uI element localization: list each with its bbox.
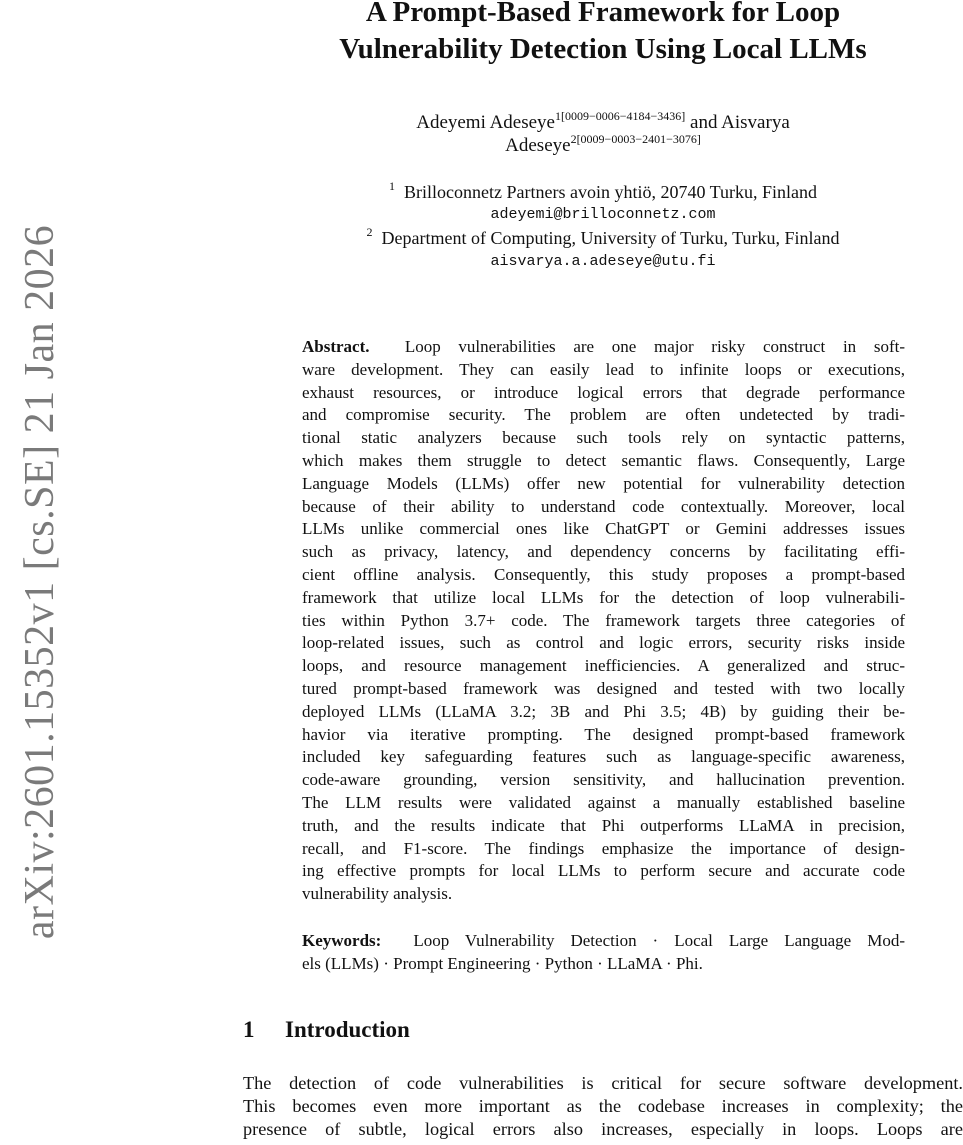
abstract-line: loops, and resource management inefficiencies. A generalized and struc-	[302, 656, 905, 676]
abstract-line: havior via iterative prompting. The designed prompt-based framework	[302, 724, 905, 744]
section-number: 1	[243, 1017, 255, 1042]
abstract-line: and compromise security. The problem are often undetected by tradi-	[302, 405, 905, 425]
keywords-label: Keywords:	[302, 931, 382, 950]
abstract-line: ware development. They can easily lead to infinite loops or executions,	[302, 359, 905, 379]
author-conjunction: and Aisvarya	[685, 112, 790, 133]
abstract-line: code-aware grounding, version sensitivity, and hallucination prevention.	[302, 770, 905, 790]
paper-title	[243, 0, 963, 68]
arxiv-identifier-text: arXiv:2601.15352v1 [cs.SE] 21 Jan 2026	[17, 224, 63, 940]
title-line-2: Vulnerability Detection Using Local LLMs	[339, 33, 867, 65]
abstract-line: because of their ability to understand code contextually. Moreover, local	[302, 496, 905, 516]
abstract-line: truth, and the results indicate that Phi outperforms LLaMA in precision,	[302, 815, 905, 835]
section-heading-introduction	[243, 1017, 410, 1043]
abstract-label: Abstract.	[302, 337, 370, 356]
abstract-line: loop-related issues, such as control and logic errors, security risks inside	[302, 633, 905, 653]
intro-line: This becomes even more important as the codebase increases in complexity; the	[243, 1095, 963, 1116]
abstract-line: ties within Python 3.7+ code. The framework targets three categories of	[302, 610, 905, 630]
abstract-line: exhaust resources, or introduce logical errors that degrade performance	[302, 382, 905, 402]
keywords	[302, 930, 905, 976]
abstract-line: framework that utilize local LLMs for the detection of loop vulnerabili-	[302, 587, 905, 607]
abstract-line: included key safeguarding features such as language-specific awareness,	[302, 747, 905, 767]
keywords-line: els (LLMs) · Prompt Engineering · Python · LLaMA · Phi.	[302, 953, 703, 973]
affiliation-2	[243, 225, 963, 249]
abstract-line: such as privacy, latency, and dependency concerns by facilitating effi-	[302, 542, 905, 562]
affiliation-2-text: Department of Computing, University of Turku, Turku, Finland	[381, 228, 840, 248]
author-2-name: Adeseye	[505, 135, 571, 156]
intro-line: The detection of code vulnerabilities is critical for secure software development.	[243, 1073, 963, 1093]
abstract-line: Language Models (LLMs) offer new potential for vulnerability detection	[302, 473, 905, 493]
abstract-line: LLMs unlike commercial ones like ChatGPT or Gemini addresses issues	[302, 519, 905, 539]
abstract-line: cient offline analysis. Consequently, this study proposes a prompt-based	[302, 564, 905, 584]
keywords-line: Keywords: Loop Vulnerability Detection · Local Large Language Mod-	[302, 931, 905, 950]
introduction-body	[243, 1072, 963, 1140]
intro-line: presence of subtle, logical errors also increases, especially in loops. Loops are	[243, 1118, 963, 1139]
abstract	[302, 336, 905, 906]
affiliation-2-email[interactable]: aisvarya.a.adeseye@utu.fi	[490, 253, 716, 270]
abstract-line: tional static analyzers because such tools rely on syntactic patterns,	[302, 428, 905, 448]
authors-line-1	[243, 109, 963, 134]
abstract-line: tured prompt-based framework was designed and tested with two locally	[302, 678, 905, 698]
author-1-orcid: 1[0009−0006−4184−3436]	[554, 109, 686, 123]
abstract-line: Abstract. Loop vulnerabilities are one major risky construct in soft-	[302, 337, 905, 356]
abstract-line: ing effective prompts for local LLMs to perform secure and accurate code	[302, 861, 905, 881]
affiliation-1-email[interactable]: adeyemi@brilloconnetz.com	[490, 206, 716, 223]
abstract-line: which makes them struggle to detect semantic flaws. Consequently, Large	[302, 450, 905, 470]
authors-line-2	[243, 132, 963, 157]
abstract-line: deployed LLMs (LLaMA 3.2; 3B and Phi 3.5; 4B) by guiding their be-	[302, 701, 905, 721]
abstract-line: recall, and F1-score. The findings emphasize the importance of design-	[302, 838, 905, 858]
abstract-line: The LLM results were validated against a manually established baseline	[302, 792, 905, 812]
affiliation-2-marker: 2	[366, 225, 373, 239]
affiliation-1-marker: 1	[389, 179, 395, 193]
author-1-name: Adeyemi Adeseye	[416, 112, 555, 133]
section-title: Introduction	[285, 1017, 410, 1042]
title-line-1: A Prompt-Based Framework for Loop	[365, 0, 841, 28]
affiliation-1	[243, 179, 963, 203]
author-2-orcid: 2[0009−0003−2401−3076]	[570, 132, 701, 146]
affiliation-1-text: Brilloconnetz Partners avoin yhtiö, 20740 Turku, Finland	[404, 182, 817, 202]
abstract-line: vulnerability analysis.	[302, 884, 453, 904]
